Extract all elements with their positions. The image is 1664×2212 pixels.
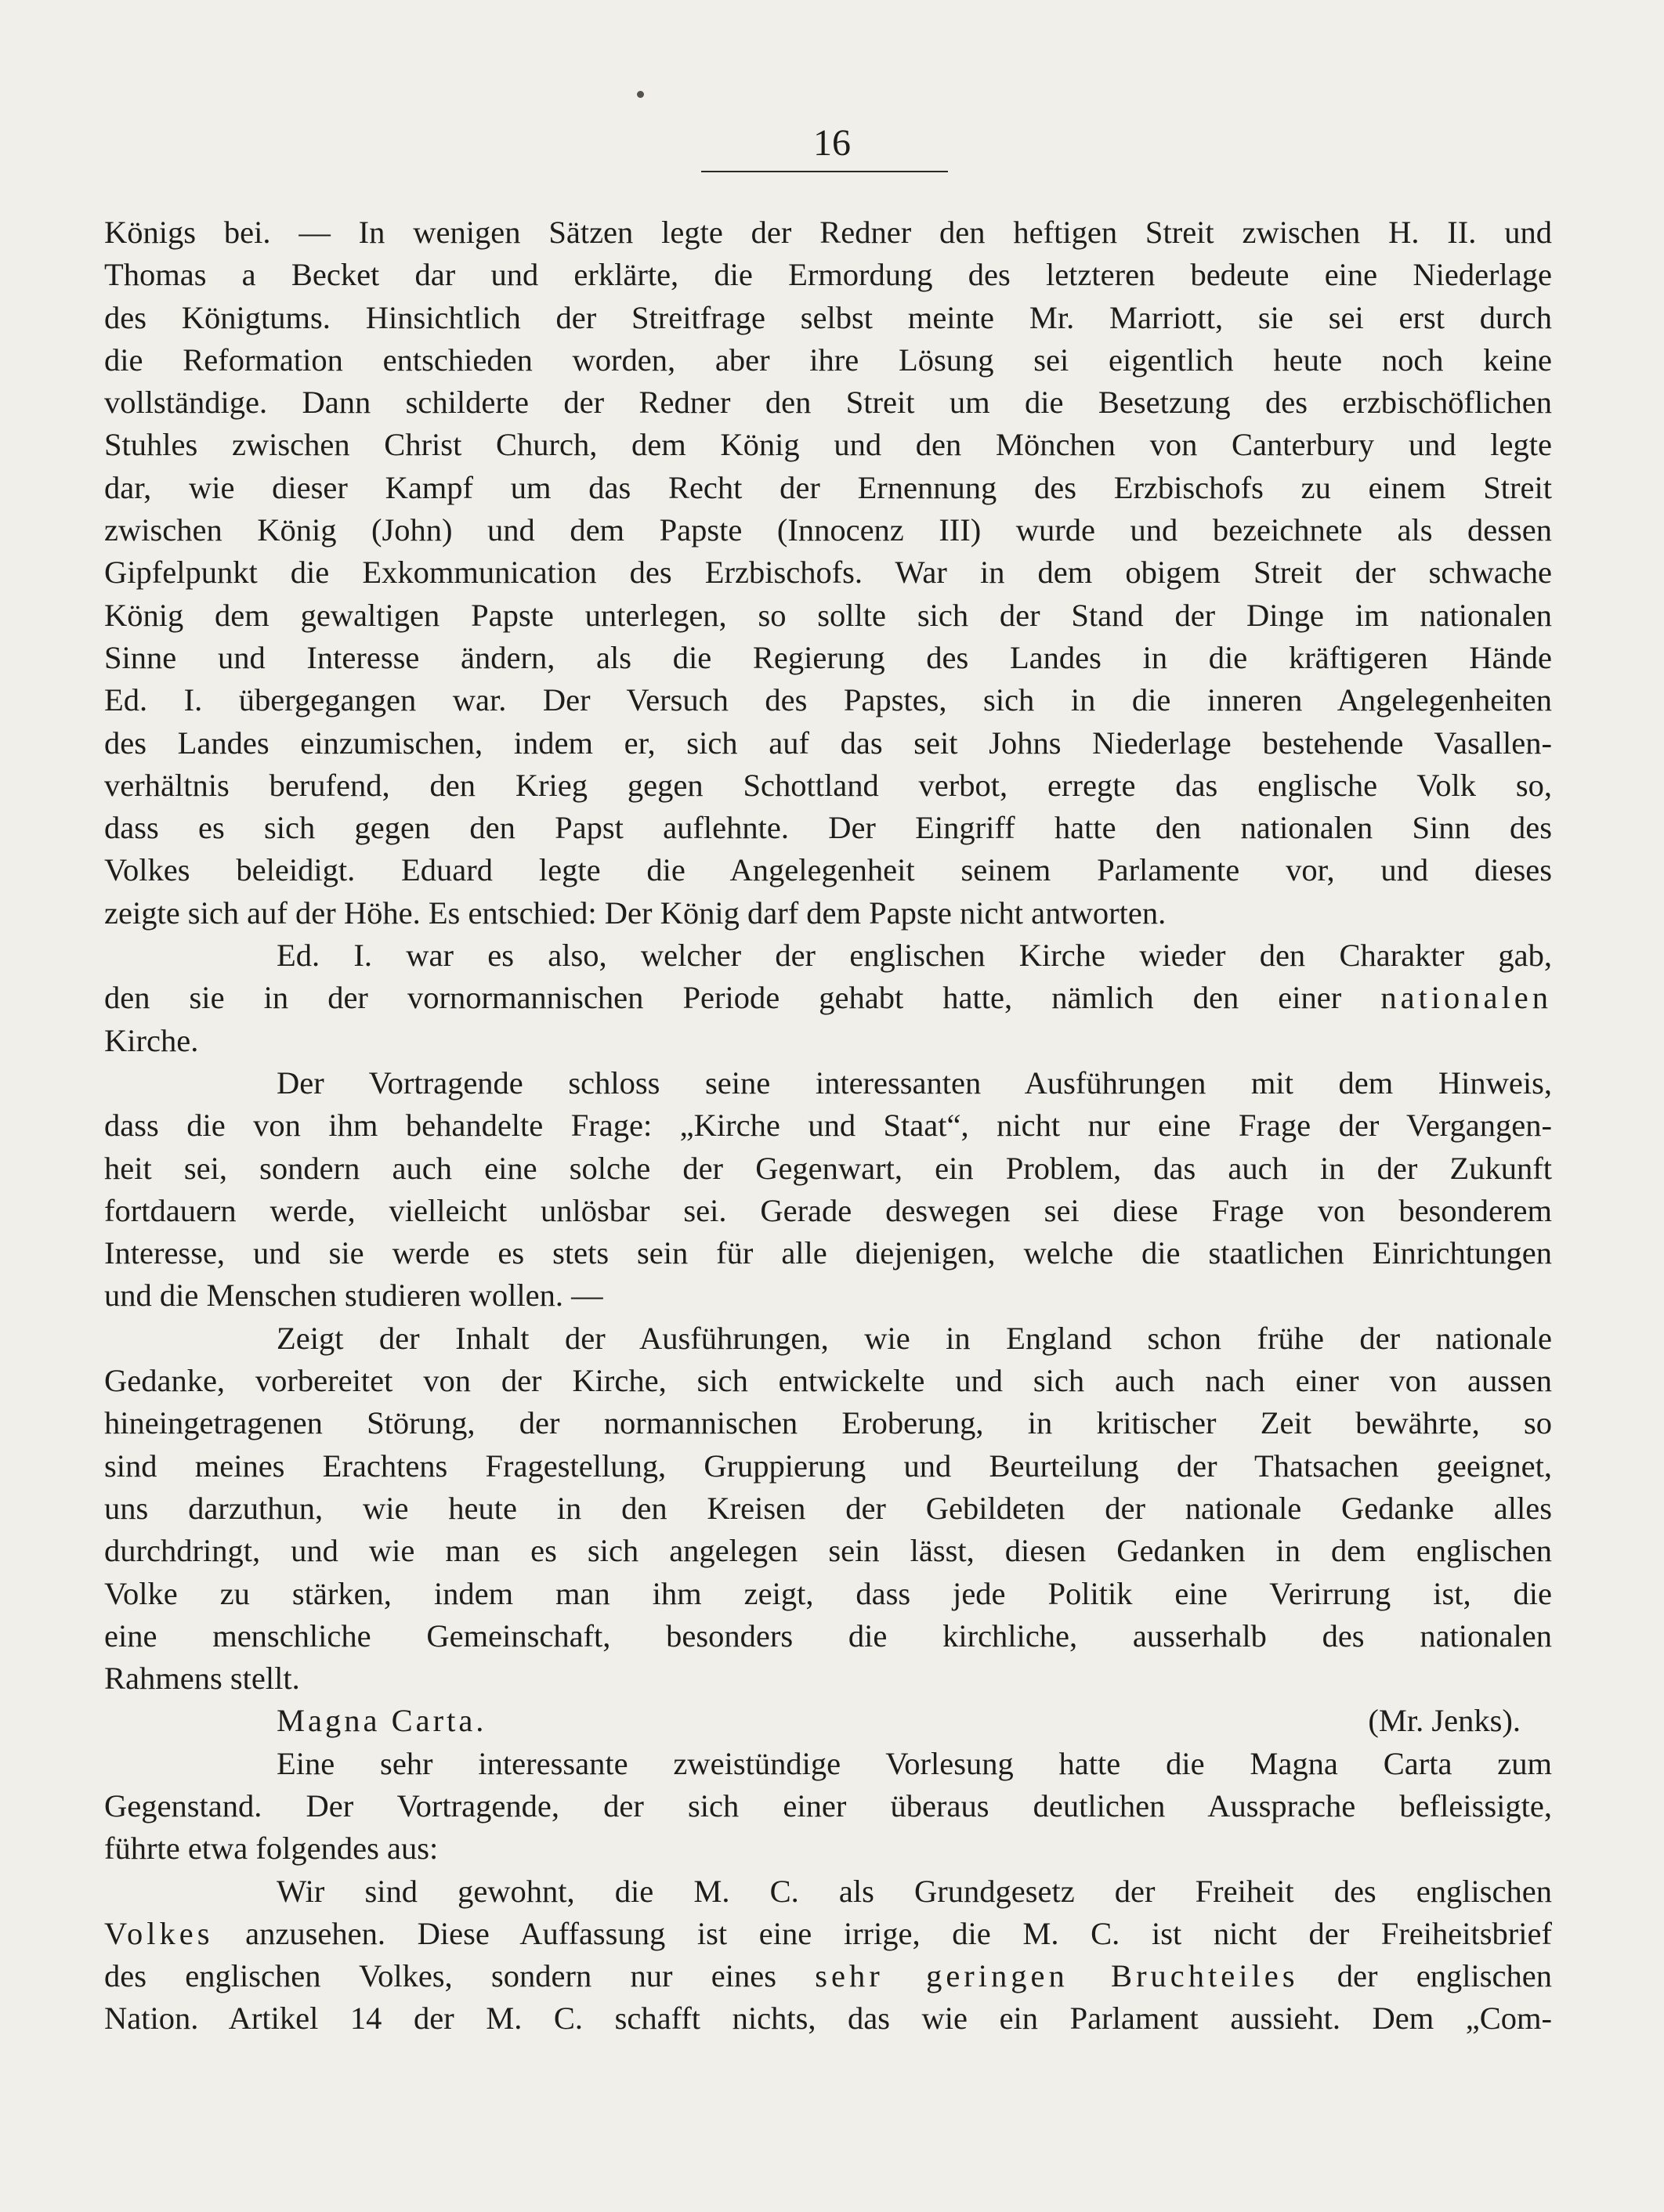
- section-author: (Mr. Jenks).: [1368, 1703, 1521, 1739]
- text-line: dar, wie dieser Kampf um das Recht der Ernennung des Erzbischofs zu einem Streit: [104, 469, 1552, 505]
- text-line: eine menschliche Gemeinschaft, besonders die kirchliche, ausserhalb des nationalen: [104, 1617, 1552, 1654]
- text-line: des Landes einzumischen, indem er, sich auf das seit Johns Niederlage bestehende Vasallen-: [104, 725, 1552, 761]
- text-line: Zeigt der Inhalt der Ausführungen, wie in England schon frühe der nationale: [277, 1320, 1552, 1356]
- text-line: die Reformation entschieden worden, aber ihre Lösung sei eigentlich heute noch keine: [104, 342, 1552, 378]
- text-line: [104, 1913, 1552, 1955]
- body-text: [104, 211, 1552, 2040]
- text-line: Nation. Artikel 14 der M. C. schafft nichts, das wie ein Parlament aussieht. Dem „Com-: [104, 2001, 1552, 2037]
- text-line: zeigte sich auf der Höhe. Es entschied: Der König darf dem Papste nicht antworten.: [104, 895, 1167, 931]
- text-line: dass die von ihm behandelte Frage: „Kirche und Staat“, nicht nur eine Frage der Vergangen-: [104, 1108, 1552, 1144]
- page-number: 16: [813, 122, 851, 164]
- text-line: Eine sehr interessante zweistündige Vorlesung hatte die Magna Carta zum: [277, 1745, 1552, 1781]
- text-line: [104, 1955, 1552, 1997]
- text-line: [104, 977, 1552, 1019]
- text-line: Stuhles zwischen Christ Church, dem König und den Mönchen von Canterbury und legte: [104, 427, 1552, 463]
- text-line: Gegenstand. Der Vortragende, der sich einer überaus deutlichen Aussprache befleissigte,: [104, 1787, 1552, 1823]
- text-line: Thomas a Becket dar und erklärte, die Ermordung des letzteren bedeute eine Niederlage: [104, 257, 1552, 293]
- text-line: uns darzuthun, wie heute in den Kreisen der Gebildeten der nationale Gedanke alles: [104, 1490, 1552, 1526]
- text-line: hineingetragenen Störung, der normannischen Eroberung, in kritischer Zeit bewährte, so: [104, 1405, 1552, 1441]
- section-heading: [104, 1700, 1552, 1742]
- ink-speck: [637, 91, 644, 98]
- text-fragment: des englischen Volkes, sondern nur eines: [104, 1958, 816, 1994]
- emphasis-spaced: sehr geringen Bruchteiles: [815, 1958, 1299, 1994]
- text-fragment: den sie in der vornormannischen Periode gehabt hatte, nämlich den einer: [104, 980, 1342, 1016]
- text-line: Volke zu stärken, indem man ihm zeigt, dass jede Politik eine Verirrung ist, die: [104, 1575, 1552, 1611]
- text-line: und die Menschen studieren wollen. —: [104, 1278, 603, 1314]
- text-line: Ed. I. übergegangen war. Der Versuch des Papstes, sich in die inneren Angelegenheiten: [104, 682, 1552, 718]
- text-line: des Königtums. Hinsichtlich der Streitfrage selbst meinte Mr. Marriott, sie sei erst durch: [104, 299, 1552, 335]
- text-line: Interesse, und sie werde es stets sein für alle diejenigen, welche die staatlichen Einrichtungen: [104, 1235, 1552, 1271]
- text-line: Der Vortragende schloss seine interessanten Ausführungen mit dem Hinweis,: [277, 1064, 1552, 1101]
- text-line: König dem gewaltigen Papste unterlegen, so sollte sich der Stand der Dinge im nationalen: [104, 597, 1552, 633]
- section-title: Magna Carta.: [277, 1703, 487, 1739]
- text-line: Rahmens stellt.: [104, 1661, 300, 1697]
- emphasis-spaced: Volkes: [104, 1915, 214, 1951]
- text-fragment: anzusehen. Diese Auffassung ist eine irrige, die M. C. ist nicht der Freiheitsbrief: [213, 1915, 1552, 1951]
- text-line: Gipfelpunkt die Exkommunication des Erzbischofs. War in dem obigem Streit der schwache: [104, 555, 1552, 591]
- text-fragment: der englischen: [1298, 1958, 1552, 1994]
- text-line: Volkes beleidigt. Eduard legte die Angelegenheit seinem Parlamente vor, und dieses: [104, 852, 1552, 888]
- text-line: Sinne und Interesse ändern, als die Regierung des Landes in die kräftigeren Hände: [104, 639, 1552, 675]
- text-line: Ed. I. war es also, welcher der englischen Kirche wieder den Charakter gab,: [277, 938, 1552, 974]
- text-line: Kirche.: [104, 1022, 199, 1058]
- text-line: dass es sich gegen den Papst auflehnte. Der Eingriff hatte den nationalen Sinn des: [104, 810, 1552, 846]
- text-line: vollständige. Dann schilderte der Redner den Streit um die Besetzung des erzbischöflichen: [104, 385, 1552, 421]
- text-line: zwischen König (John) und dem Papste (Innocenz III) wurde und bezeichnete als dessen: [104, 512, 1552, 548]
- header-rule: [701, 171, 948, 172]
- text-line: Wir sind gewohnt, die M. C. als Grundgesetz der Freiheit des englischen: [277, 1873, 1552, 1909]
- text-line: führte etwa folgendes aus:: [104, 1831, 439, 1867]
- text-line: Gedanke, vorbereitet von der Kirche, sich entwickelte und sich auch nach einer von aussen: [104, 1363, 1552, 1399]
- text-line: sind meines Erachtens Fragestellung, Gruppierung und Beurteilung der Thatsachen geeignet,: [104, 1448, 1552, 1484]
- text-line: Königs bei. — In wenigen Sätzen legte der Redner den heftigen Streit zwischen H. II. und: [104, 215, 1552, 250]
- emphasis-spaced: nationalen: [1380, 980, 1552, 1016]
- text-line: fortdauern werde, vielleicht unlösbar sei. Gerade deswegen sei diese Frage von besonderem: [104, 1192, 1552, 1228]
- text-line: durchdringt, und wie man es sich angelegen sein lässt, diesen Gedanken in dem englischen: [104, 1533, 1552, 1569]
- text-line: verhältnis berufend, den Krieg gegen Schottland verbot, erregte das englische Volk so,: [104, 767, 1552, 803]
- text-line: heit sei, sondern auch eine solche der Gegenwart, ein Problem, das auch in der Zukunft: [104, 1150, 1552, 1186]
